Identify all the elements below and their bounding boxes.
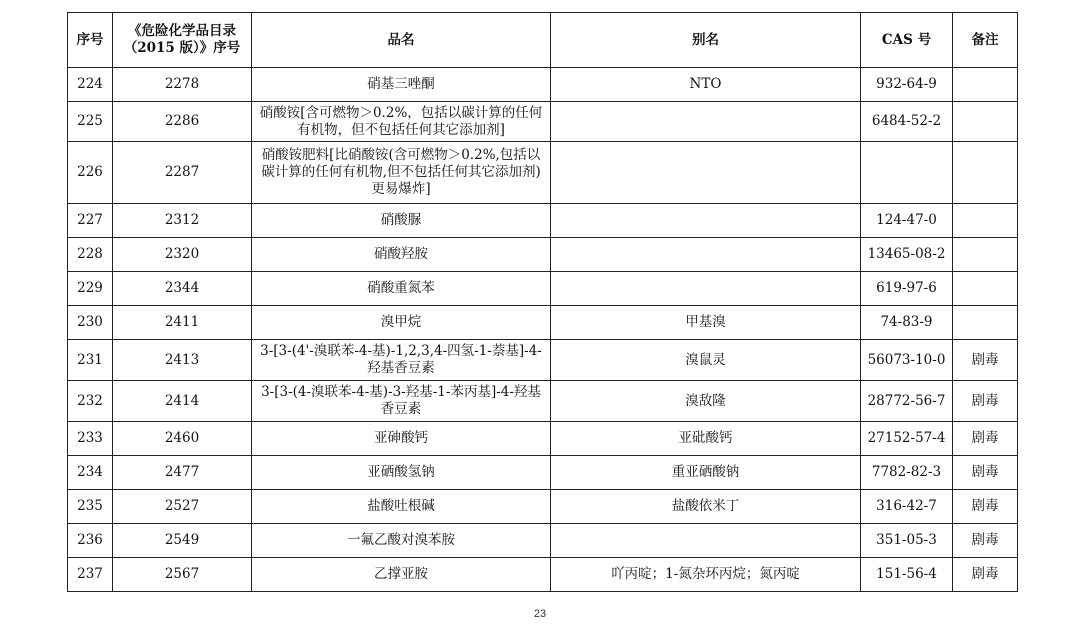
cell-name: 硝酸羟胺 [252,238,551,272]
cell-name: 溴甲烷 [252,306,551,340]
cell-seq: 237 [68,558,113,592]
cell-catalog-no: 2312 [113,204,252,238]
cell-cas: 932-64-9 [861,68,953,102]
cell-catalog-no: 2287 [113,142,252,204]
header-cas: CAS 号 [861,13,953,68]
header-seq: 序号 [68,13,113,68]
cell-name: 亚砷酸钙 [252,422,551,456]
cell-name: 硝酸脲 [252,204,551,238]
cell-remark: 剧毒 [953,490,1018,524]
table-row [68,238,1018,272]
cell-name: 硝酸铵肥料[比硝酸铵(含可燃物＞0.2%,包括以碳计算的任何有机物,但不包括任何其它添加剂)更易爆炸] [252,142,551,204]
cell-name: 盐酸吐根碱 [252,490,551,524]
table-row [68,524,1018,558]
cell-remark: 剧毒 [953,340,1018,381]
cell-cas: 316-42-7 [861,490,953,524]
cell-cas: 124-47-0 [861,204,953,238]
cell-alias [551,102,861,142]
cell-cas: 27152-57-4 [861,422,953,456]
header-alias: 别名 [551,13,861,68]
cell-remark: 剧毒 [953,422,1018,456]
table-row [68,381,1018,422]
cell-alias [551,238,861,272]
table-row [68,306,1018,340]
cell-catalog-no: 2411 [113,306,252,340]
cell-alias [551,524,861,558]
cell-seq: 225 [68,102,113,142]
table-row [68,340,1018,381]
cell-seq: 236 [68,524,113,558]
cell-catalog-no: 2477 [113,456,252,490]
cell-seq: 231 [68,340,113,381]
cell-alias [551,204,861,238]
header-catalog-no-line2: （2015 版）》序号 [123,40,241,56]
cell-catalog-no: 2320 [113,238,252,272]
cell-catalog-no: 2527 [113,490,252,524]
cell-name: 硝酸重氮苯 [252,272,551,306]
cell-name: 亚硒酸氢钠 [252,456,551,490]
cell-remark [953,204,1018,238]
table-row [68,204,1018,238]
cell-seq: 224 [68,68,113,102]
table-row [68,68,1018,102]
cell-catalog-no: 2567 [113,558,252,592]
cell-remark: 剧毒 [953,558,1018,592]
cell-cas: 28772-56-7 [861,381,953,422]
cell-alias: 甲基溴 [551,306,861,340]
cell-name: 乙撑亚胺 [252,558,551,592]
cell-seq: 234 [68,456,113,490]
cell-cas: 13465-08-2 [861,238,953,272]
cell-name: 3-[3-(4-溴联苯-4-基)-3-羟基-1-苯丙基]-4-羟基香豆素 [252,381,551,422]
cell-alias: 溴敌隆 [551,381,861,422]
cell-remark [953,272,1018,306]
cell-catalog-no: 2414 [113,381,252,422]
table-row [68,142,1018,204]
cell-seq: 229 [68,272,113,306]
cell-remark [953,238,1018,272]
cell-seq: 226 [68,142,113,204]
cell-cas: 74-83-9 [861,306,953,340]
table-row [68,422,1018,456]
header-name: 品名 [252,13,551,68]
header-catalog-no-line1: 《危险化学品目录 [128,23,236,39]
cell-alias [551,272,861,306]
cell-catalog-no: 2549 [113,524,252,558]
cell-name: 3-[3-(4'-溴联苯-4-基)-1,2,3,4-四氢-1-萘基]-4-羟基香豆素 [252,340,551,381]
table-row [68,490,1018,524]
cell-cas [861,142,953,204]
header-catalog-no [113,13,252,68]
cell-cas: 351-05-3 [861,524,953,558]
cell-seq: 227 [68,204,113,238]
cell-remark [953,142,1018,204]
cell-seq: 233 [68,422,113,456]
cell-name: 一氟乙酸对溴苯胺 [252,524,551,558]
cell-seq: 228 [68,238,113,272]
cell-catalog-no: 2460 [113,422,252,456]
cell-alias: 重亚硒酸钠 [551,456,861,490]
header-remark: 备注 [953,13,1018,68]
table-row [68,102,1018,142]
table-row [68,456,1018,490]
cell-catalog-no: 2286 [113,102,252,142]
cell-cas: 619-97-6 [861,272,953,306]
cell-cas: 56073-10-0 [861,340,953,381]
cell-cas: 151-56-4 [861,558,953,592]
cell-remark [953,102,1018,142]
cell-catalog-no: 2344 [113,272,252,306]
cell-alias [551,142,861,204]
cell-remark: 剧毒 [953,524,1018,558]
hazardous-chemicals-table [67,12,1018,592]
cell-remark: 剧毒 [953,456,1018,490]
cell-cas: 7782-82-3 [861,456,953,490]
table-row [68,558,1018,592]
cell-alias: 亚砒酸钙 [551,422,861,456]
cell-alias: 盐酸依米丁 [551,490,861,524]
page-number: 23 [533,608,547,620]
cell-cas: 6484-52-2 [861,102,953,142]
cell-alias: 溴鼠灵 [551,340,861,381]
cell-seq: 230 [68,306,113,340]
cell-remark: 剧毒 [953,381,1018,422]
table-row [68,272,1018,306]
cell-seq: 232 [68,381,113,422]
cell-catalog-no: 2278 [113,68,252,102]
cell-name: 硝酸铵[含可燃物＞0.2%，包括以碳计算的任何有机物，但不包括任何其它添加剂] [252,102,551,142]
cell-alias: NTO [551,68,861,102]
cell-name: 硝基三唑酮 [252,68,551,102]
header-row [68,13,1018,68]
cell-catalog-no: 2413 [113,340,252,381]
cell-remark [953,306,1018,340]
cell-remark [953,68,1018,102]
cell-alias: 吖丙啶；1-氮杂环丙烷；氮丙啶 [551,558,861,592]
cell-seq: 235 [68,490,113,524]
